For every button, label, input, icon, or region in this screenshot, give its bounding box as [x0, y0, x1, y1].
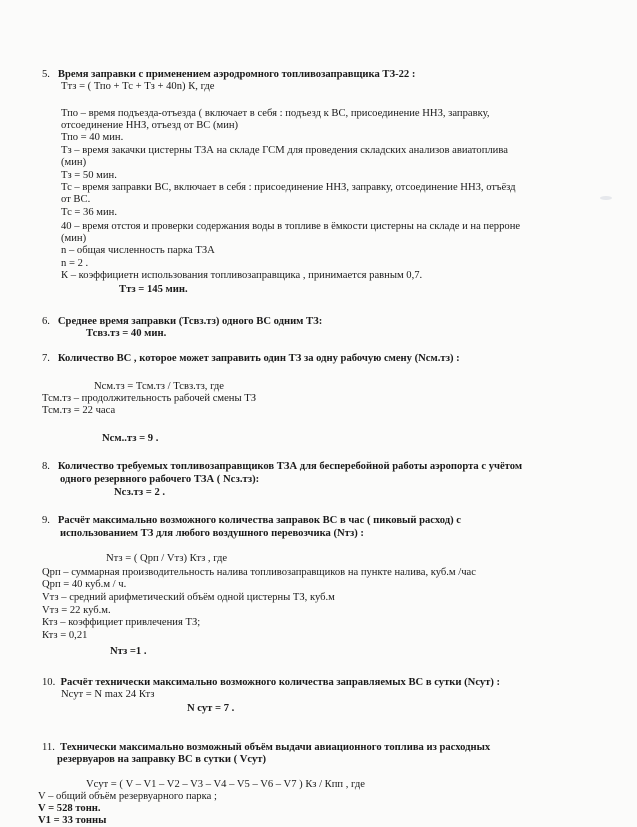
text-line: Тз = 50 мин. — [61, 170, 117, 181]
text-line: Vтз = 22 куб.м. — [42, 605, 111, 616]
section-8-result: Nсз.тз = 2 . — [114, 487, 166, 498]
text-line: Qрп – суммарная производительность налива топливозаправщиков на пункте налива, куб.м /час — [42, 567, 476, 578]
text-line: Vтз – средний арифметический объём одной цистерны ТЗ, куб.м — [42, 592, 335, 603]
text-line: Тс – время заправки ВС, включает в себя : присоединение ННЗ, заправку, отсоединение ННЗ, отъёзд — [61, 182, 516, 193]
scan-smudge — [600, 196, 612, 200]
text-line: Тс = 36 мин. — [61, 207, 117, 218]
text-line: Ктз = 0,21 — [42, 630, 88, 641]
formula-line: Nсут = N max 24 Ктз — [61, 689, 155, 700]
text-line: отсоединение ННЗ, отъезд от ВС (мин) — [61, 120, 239, 131]
text-line: Тпо = 40 мин. — [61, 132, 124, 143]
section-10-result: N сут = 7 . — [187, 703, 235, 714]
text-line: от ВС. — [61, 194, 91, 205]
text-line: n – общая численность парка ТЗА — [61, 245, 215, 256]
section-5-result: Ттз = 145 мин. — [119, 284, 188, 295]
text-line: Ктз – коэффициет привлечения ТЗ; — [42, 617, 201, 628]
section-9-heading: 9. Расчёт максимально возможного количества заправок ВС в час ( пиковый расход) с — [42, 515, 461, 526]
section-11-heading: 11. Технически максимально возможный объём выдачи авиационного топлива из расходных — [42, 742, 491, 753]
text-line: 40 – время отстоя и проверки содержания воды в топливе в ёмкости цистерны на складе и на перроне — [61, 221, 521, 232]
section-5-heading: 5. Время заправки с применением аэродромного топливозаправщика ТЗ-22 : — [42, 69, 416, 80]
section-6-result: Тсвз.тз = 40 мин. — [86, 328, 167, 339]
text-line: V – общий объём резервуарного парка ; — [38, 791, 217, 802]
formula-line: Nтз = ( Qрп / Vтз) Ктз , где — [106, 553, 228, 564]
section-9-result: Nтз =1 . — [110, 646, 147, 657]
bold-line: V1 = 33 тонны — [38, 815, 107, 826]
section-9-heading-cont: использованием ТЗ для любого воздушного перевозчика (Nтз) : — [60, 528, 364, 539]
bold-line: V = 528 тонн. — [38, 803, 101, 814]
section-10-heading: 10. Расчёт технически максимально возможного количества заправляемых ВС в сутки (Nсут) : — [42, 677, 501, 688]
section-8-heading-cont: одного резервного рабочего ТЗА ( Nсз.тз): — [60, 474, 260, 485]
text-line: Тз – время закачки цистерны ТЗА на складе ГСМ для проведения складских анализов авиатоплива — [61, 145, 508, 156]
text-line: (мин) — [61, 233, 87, 244]
text-line: n = 2 . — [61, 258, 89, 269]
text-line: Тсм.тз = 22 часа — [42, 405, 116, 416]
section-7-heading: 7. Количество ВС , которое может заправить один ТЗ за одну рабочую смену (Nсм.тз) : — [42, 353, 460, 364]
section-8-heading: 8. Количество требуемых топливозаправщиков ТЗА для бесперебойной работы аэропорта с учётом — [42, 461, 523, 472]
text-line: К – коэффициетн использования топливозаправщика , принимается равным 0,7. — [61, 270, 423, 281]
section-6-heading: 6. Среднее время заправки (Тсвз.тз) одного ВС одним ТЗ: — [42, 316, 323, 327]
text-line: Qрп = 40 куб.м / ч. — [42, 579, 127, 590]
section-11-heading-cont: резервуаров на заправку ВС в сутки ( Vсут) — [57, 754, 266, 765]
section-7-result: Nсм..тз = 9 . — [102, 433, 159, 444]
text-line: (мин) — [61, 157, 87, 168]
text-line: Тсм.тз – продолжительность рабочей смены ТЗ — [42, 393, 257, 404]
formula-line: Nсм.тз = Тсм.тз / Тсвз.тз, где — [94, 381, 224, 392]
formula-line: Vсут = ( V – V1 – V2 – V3 – V4 – V5 – V6 – V7 ) Кз / Кпп , где — [86, 779, 365, 790]
text-line: Тпо – время подъезда-отъезда ( включает в себя : подъезд к ВС, присоединение ННЗ, заправку, — [61, 108, 490, 119]
formula-line: Ттз = ( Тпо + Тс + Тз + 40n) К, где — [61, 81, 215, 92]
